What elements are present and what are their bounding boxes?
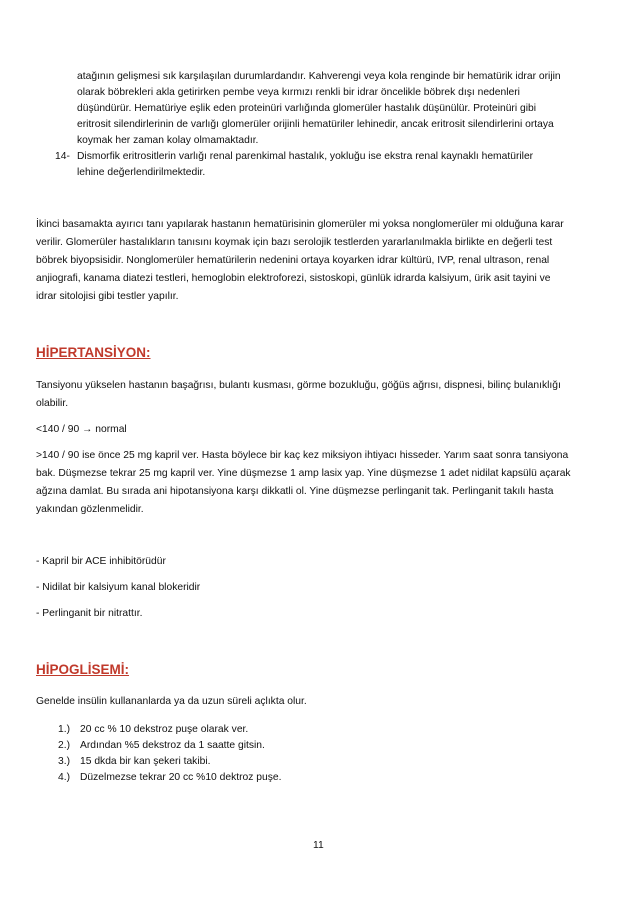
paragraph-line: verilir. Glomerüler hastalıkların tanısını koymak için bazı serolojik testlerden yararlanılmakla birlikte en değerli test <box>36 237 553 248</box>
step-number: 2.) <box>58 740 71 751</box>
list-item-13-line-1: atağının gelişmesi sık karşılaşılan durumlardandır. Kahverengi veya kola renginde bir hematürik idrar orijin <box>77 71 561 82</box>
page-number: 11 <box>313 840 324 851</box>
step-text: 15 dkda bir kan şekeri takibi. <box>80 756 211 767</box>
drug-note: - Nidilat bir kalsiyum kanal blokeridir <box>36 582 201 593</box>
paragraph-line: böbrek biyopsisidir. Nonglomerüler hematürilerin nedenini ortaya koyarken idrar kültürü, IVP, renal ultrason, renal <box>36 255 550 266</box>
treatment-line: bak. Düşmezse tekrar 25 mg kapril ver. Yine düşmezse 1 amp lasix yap. Yine düşmezse 1 adet nidilat kapsülü açarak <box>36 468 571 479</box>
list-item-14-number: 14- <box>55 151 70 162</box>
step-number: 4.) <box>58 772 71 783</box>
drug-note: - Perlinganit bir nitrattır. <box>36 608 143 619</box>
list-item-13-line-2: olarak böbrekleri akla getirirken pembe veya kırmızı renkli bir idrar öncelikle böbrek dışı nedenleri <box>77 87 520 98</box>
step-number: 3.) <box>58 756 71 767</box>
paragraph-line: idrar sitolojisi gibi testler yapılır. <box>36 291 179 302</box>
treatment-line: yakından gözlenmelidir. <box>36 504 144 515</box>
section-heading-hipertansiyon: HİPERTANSİYON: <box>36 345 151 360</box>
hipertansiyon-intro-line-1: Tansiyonu yükselen hastanın başağrısı, bulantı kusması, görme bozukluğu, göğüs ağrısı, dispnesi, bilinç bulanıklığı <box>36 380 561 391</box>
hipoglisemi-intro: Genelde insülin kullananlarda ya da uzun süreli açlıkta olur. <box>36 696 307 707</box>
section-heading-hipoglisemi: HİPOGLİSEMİ: <box>36 662 130 677</box>
list-item-13-line-5: koymak her zaman kolay olmamaktadır. <box>77 135 259 146</box>
step-text: Düzelmezse tekrar 20 cc %10 dektroz puşe. <box>80 772 282 783</box>
list-item-13-line-3: düşündürür. Hematüriye eşlik eden proteinüri varlığında glomerüler hastalık düşünülür. Proteinüri gibi <box>77 103 537 114</box>
paragraph-line: anjiografi, kanama diatezi testleri, hemoglobin elektroforezi, sistoskopi, günlük idrarda kalsiyum, ürik asit tayini ve <box>36 273 551 284</box>
paragraph-line: İkinci basamakta ayırıcı tanı yapılarak hastanın hematürisinin glomerüler mi yoksa nonglomerüler mi olduğuna karar <box>36 219 564 230</box>
treatment-line: >140 / 90 ise önce 25 mg kapril ver. Hasta böylece bir kaç kez miksiyon ihtiyacı hisseder. Yarım saat sonra tansiyona <box>36 450 569 461</box>
drug-note: - Kapril bir ACE inhibitörüdür <box>36 556 166 567</box>
list-item-13-line-4: eritrosit silendirlerinin de varlığı glomerüler orijinli hematüriler lehinedir, ancak eritrosit silendirlerini ortaya <box>77 119 554 130</box>
list-item-14-line-2: lehine değerlendirilmektedir. <box>77 167 206 178</box>
step-text: 20 cc % 10 dekstroz puşe olarak ver. <box>80 724 249 735</box>
step-number: 1.) <box>58 724 71 735</box>
step-text: Ardından %5 dekstroz da 1 saatte gitsin. <box>80 740 265 751</box>
hipertansiyon-intro-line-2: olabilir. <box>36 398 69 409</box>
treatment-line: ağzına damlat. Bu sırada ani hipotansiyona karşı dikkatli ol. Yine düşmezse perlinganit tak. Perlinganit takılı hasta <box>36 486 554 497</box>
blood-pressure-normal-line: <140 / 90 → normal <box>36 424 127 435</box>
list-item-14-line-1: Dismorfik eritrositlerin varlığı renal parenkimal hastalık, yokluğu ise ekstra renal kaynaklı hematüriler <box>77 151 534 162</box>
